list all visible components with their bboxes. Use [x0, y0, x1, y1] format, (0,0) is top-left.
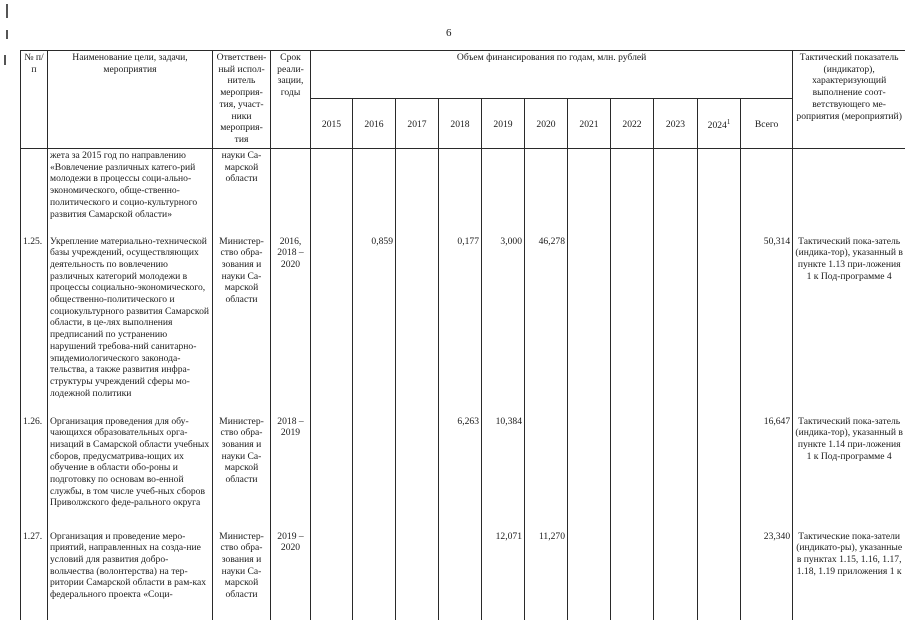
row-value — [353, 149, 396, 235]
header-indicator: Тактический показатель (индикатор), характеризующий выполнение соот-ветствующего ме-роприятия (мероприятий) — [793, 51, 905, 149]
financing-table — [20, 50, 905, 620]
footnote-mark: 1 — [726, 118, 731, 127]
row-value — [698, 530, 741, 620]
header-executor: Ответствен-ный испол-нитель мероприя-тия, участ-ники мероприя-тия — [213, 51, 271, 149]
row-value — [568, 530, 611, 620]
scan-edge-mark — [6, 4, 8, 18]
header-year: 2022 — [611, 99, 654, 149]
header-year: 2019 — [482, 99, 525, 149]
row-number — [21, 149, 48, 235]
row-total — [741, 149, 793, 235]
table-row — [21, 235, 905, 415]
header-year: 2016 — [353, 99, 396, 149]
row-term — [271, 149, 311, 235]
header-name: Наименование цели, задачи, мероприятия — [48, 51, 213, 149]
row-total: 50,314 — [741, 235, 793, 415]
row-name: Организация проведения для обу-чающихся образовательных орга-низаций в Самарской области учебных сборов, предусматрива-ющих их обучение в области обо-роны и подготовку по основам во-енной службы, в том числе учеб-ных сборов Приволжского феде-рального округа — [48, 415, 213, 530]
row-value — [698, 415, 741, 530]
row-indicator — [793, 149, 905, 235]
row-value — [439, 149, 482, 235]
row-value — [698, 149, 741, 235]
row-executor: Министер-ство обра-зования и науки Са-марской области — [213, 530, 271, 620]
row-value — [396, 530, 439, 620]
row-value — [396, 149, 439, 235]
row-number: 1.26. — [21, 415, 48, 530]
row-value — [311, 235, 353, 415]
scan-edge-mark — [4, 55, 6, 65]
row-value — [568, 149, 611, 235]
header-year: 2020 — [525, 99, 568, 149]
row-executor: науки Са-марской области — [213, 149, 271, 235]
header-year: 2021 — [568, 99, 611, 149]
row-name: жета за 2015 год по направлению «Вовлечение различных катего-рий молодежи в процессы соци-ально-экономического, обще-ственно-политического и социо-культурного развития Самарской области» — [48, 149, 213, 235]
row-value — [396, 235, 439, 415]
row-term: 2018 – 2019 — [271, 415, 311, 530]
row-term: 2019 – 2020 — [271, 530, 311, 620]
row-value: 46,278 — [525, 235, 568, 415]
row-value — [611, 235, 654, 415]
row-value: 0,177 — [439, 235, 482, 415]
row-value: 3,000 — [482, 235, 525, 415]
header-total: Всего — [741, 99, 793, 149]
table-header — [21, 51, 905, 149]
row-name: Укрепление материально-технической базы учреждений, осуществляющих деятельность по вовлечению различных категорий молодежи в процессы социально-экономического, общественно-политического и социокультурного развития Самарской области, в це-лях выполнения предписаний по устранению нарушений требова-ний санитарно-эпидемиологического законода-тельства, а также развития инфра-структуры учреждений сферы мо-лодежной политики — [48, 235, 213, 415]
row-name: Организация и проведение меро-приятий, направленных на созда-ние условий для развития добро-вольчества (волонтерства) на тер-ритории Самарской области в рам-ках федерального проекта «Соци- — [48, 530, 213, 620]
row-value — [611, 415, 654, 530]
row-value — [311, 415, 353, 530]
header-num: № п/п — [21, 51, 48, 149]
row-total: 16,647 — [741, 415, 793, 530]
row-value — [396, 415, 439, 530]
row-value — [525, 149, 568, 235]
row-value — [482, 149, 525, 235]
table-row — [21, 415, 905, 530]
page-number: 6 — [446, 27, 452, 39]
row-value — [568, 415, 611, 530]
row-value: 6,263 — [439, 415, 482, 530]
header-year: 2017 — [396, 99, 439, 149]
row-value — [439, 530, 482, 620]
table-row — [21, 530, 905, 620]
header-year: 2015 — [311, 99, 353, 149]
row-value: 11,270 — [525, 530, 568, 620]
header-year-label: 2024 — [707, 120, 727, 132]
table-body — [21, 149, 905, 620]
row-value — [654, 149, 698, 235]
header-year: 2023 — [654, 99, 698, 149]
header-term: Срок реали-зации, годы — [271, 51, 311, 149]
row-value — [654, 530, 698, 620]
row-value — [698, 235, 741, 415]
row-value: 10,384 — [482, 415, 525, 530]
row-value — [611, 149, 654, 235]
header-year: 2018 — [439, 99, 482, 149]
scan-edge-mark — [6, 30, 8, 39]
header-year-2024 — [698, 99, 741, 149]
row-executor: Министер-ство обра-зования и науки Са-марской области — [213, 415, 271, 530]
row-value: 12,071 — [482, 530, 525, 620]
row-number: 1.25. — [21, 235, 48, 415]
table-row — [21, 149, 905, 235]
row-indicator: Тактический пока-затель (индика-тор), указанный в пункте 1.14 при-ложения 1 к Под-программе 4 — [793, 415, 905, 530]
row-value — [311, 149, 353, 235]
row-executor: Министер-ство обра-зования и науки Са-марской области — [213, 235, 271, 415]
row-value — [525, 415, 568, 530]
row-total: 23,340 — [741, 530, 793, 620]
row-value — [353, 530, 396, 620]
row-number: 1.27. — [21, 530, 48, 620]
row-value — [654, 415, 698, 530]
header-funding: Объем финансирования по годам, млн. рублей — [311, 51, 793, 99]
row-indicator: Тактический пока-затель (индика-тор), указанный в пункте 1.13 при-ложения 1 к Под-программе 4 — [793, 235, 905, 415]
row-value — [353, 415, 396, 530]
row-value — [611, 530, 654, 620]
row-indicator: Тактические пока-затели (индикато-ры), указанные в пунктах 1.15, 1.16, 1.17, 1.18, 1.19 приложения 1 к — [793, 530, 905, 620]
row-value — [311, 530, 353, 620]
row-term: 2016, 2018 – 2020 — [271, 235, 311, 415]
row-value — [654, 235, 698, 415]
row-value: 0,859 — [353, 235, 396, 415]
row-value — [568, 235, 611, 415]
